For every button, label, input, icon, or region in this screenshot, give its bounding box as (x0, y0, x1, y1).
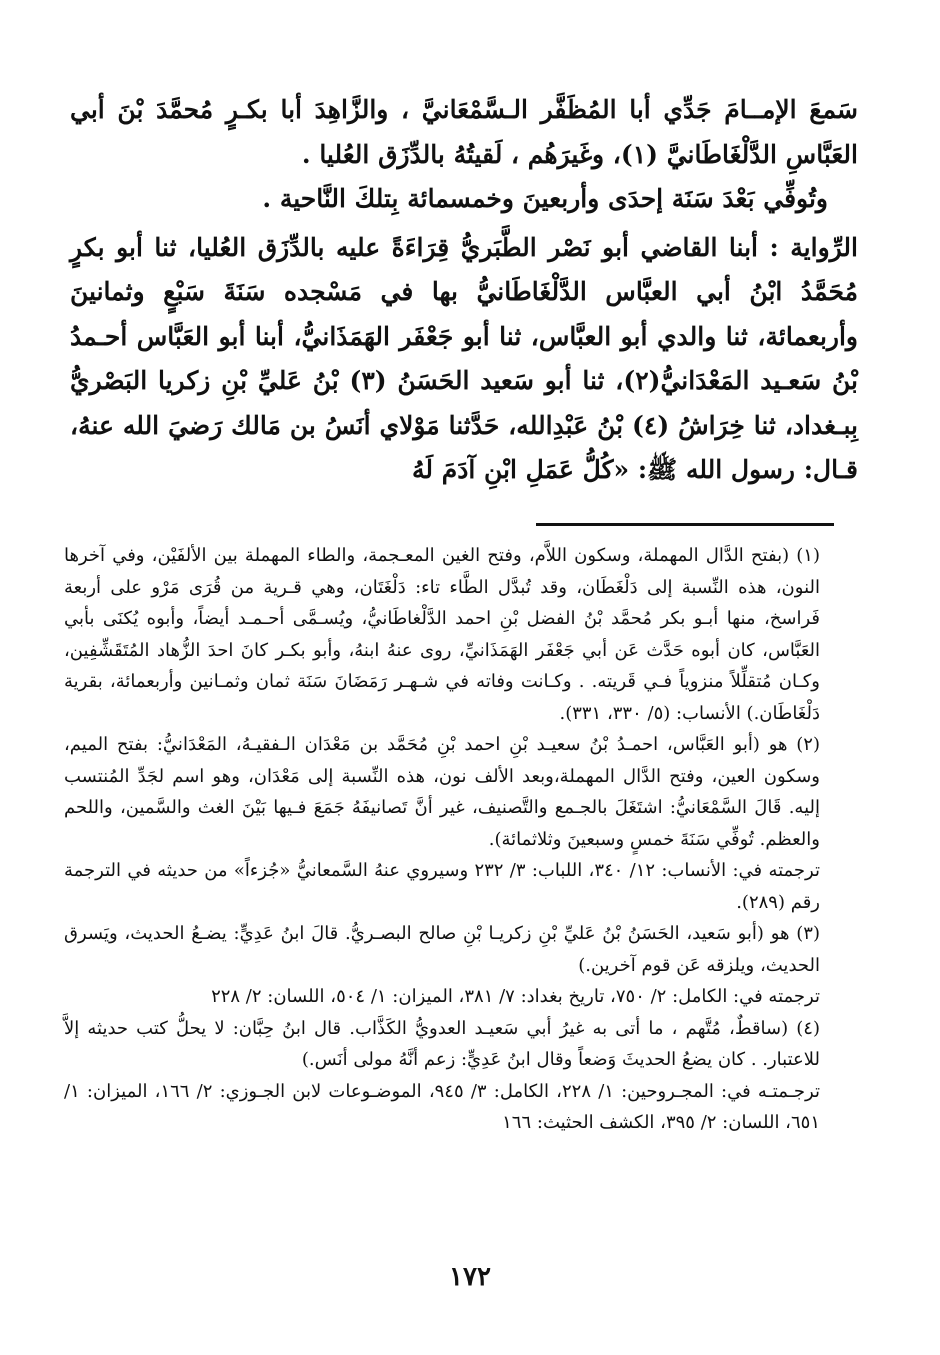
paragraph-2: وتُوفِّي بَعْدَ سَنَة إحدَى وأربعينَ وخمسمائة بِتلكَ النَّاحية . (262, 184, 828, 213)
footnote-1: (١) (بفتح الدَّال المهملة، وسكون اللاَّم، وفتح الغين المعـجمة، والطاء المهملة بين الألفَيْن، وفي آخرها النون، هذه النِّسبة إلى دَلْغَطَان، وقد تُبدَّل الطَّاء تاء: دَلْغَتَان، وهي قـرية من قُرَى مَرْو على أربعة فَراسخ، منها أبـو بكر مُحمَّد بْنُ الفضل بْنِ احمد الدَّلْغاطَانيُّ، ويُسـمَّى أحـمـد أيضاً، وأبوه يُكنَى بأبي العَبَّاس، كان أبوه حَدَّث عَن أبي جَعْفَر الهَمَذَانيِّ، روى عنهُ ابنهُ، وأبو بكـر كانَ احدَ الزُّهاد المُتَقَشِّفِين، وكـان مُتقلِّلاً منزوياً فـي قَريته. . وكـانت وفاته في شـهـر رَمَضَانَ سَنَة ثمان وثمـانين وأربعمائة، بقرية دَلْغَاطَان.) الأنساب: (٥/ ٣٣٠، ٣٣١). (64, 545, 821, 724)
paragraph-riwaya (70, 226, 858, 493)
footnotes (64, 540, 820, 1139)
footnote-3-sources: ترجمته في: الكامل: ٢/ ٧٥٠، تاريخ بغداد: ٧/ ٣٨١، الميزان: ١/ ٥٠٤، اللسان: ٢/ ٢٢٨ (211, 986, 820, 1007)
footnote-4-sources: ترجـمتـه في: المجـروحين: ١/ ٢٢٨، الكامل: ٣/ ٩٤٥، الموضـوعات لابن الجـوزي: ٢/ ١٦٦، الميزان: ١/ ٦٥١، اللسان: ٢/ ٣٩٥، الكشف الحثيث: ١٦٦ (64, 1080, 820, 1133)
footnote-2-sources: ترجمته في: الأنساب: ١٢/ ٣٤٠، اللباب: ٣/ ٢٣٢ وسيروي عنهُ السَّمعانيُّ «جُزءاً» من حديثه في الترجمة رقم (٢٨٩). (64, 860, 820, 913)
footnote-3: (٣) هو (أبو سَعيد، الحَسَنُ بْنُ عَليِّ بْنِ زكريـا بْنِ صالح البصـريُّ. قالَ ابنُ عَدِيٍّ: يضـعُ الحديث، ويَسرق الحديث، ويلزقه عَن قوم آخرين.) (64, 923, 820, 976)
riwaya-label: الرِّواية : (769, 232, 858, 262)
riwaya-text: أبنا القاضي أبو نَصْر الطَّبَريُّ قِرَاءَةً عليه بالدِّزَق العُليا، ثنا أبو بكرٍ مُحَمَّدُ ابْنُ أبي العبَّاس الدَّلْغَاطَانيُّ بها في مَسْجده سَنَةَ سَبْعٍ وثمانينَ وأربعمائة، ثنا والدي أبو العبَّاس، ثنا أبو جَعْفَر الهَمَذَانيُّ، أبنا أبو العَبَّاس أحـمدُ بْنُ سَعـيد المَعْدَانيُّ(٢)، ثنا أبو سَعيد الحَسَنُ (٣) بْنُ عَليِّ بْنِ زكريا البَصْريُّ بِبـغداد، ثنا خِرَاشُ (٤) بْنُ عَبْدِالله، حَدَّثنا مَوْلاي أنَسُ بن مَالك رَضيَ الله عنهُ، قـال: رسول الله ﷺ: «كُلُّ عَمَلِ ابْنِ آدَمَ لَهُ (70, 232, 859, 484)
main-text (70, 88, 858, 493)
footnote-separator (536, 523, 834, 526)
paragraph-1: سَمعَ الإمــامَ جَدِّي أبا المُظَفَّر الـسَّمْعَانيَّ ، والزَّاهِدَ أبا بكـرٍ مُحمَّدَ بْنَ أبي العَبَّاسِ الدَّلْغَاطَانيَّ (١)، وغَيرَهُم ، لَقيتُهُ بالدِّزَق العُليا . (70, 95, 858, 169)
page-number: ١٧٢ (449, 1262, 491, 1292)
footnote-2: (٢) هو (أبو العَبَّاس، احمـدُ بْنُ سعيـد بْنِ احمد بْنِ مُحَمَّد بن مَعْدَان الـفقيـهُ، المَعْدَانيُّ: بفتح الميم، وسكون العين، وفتح الدَّال المهملة،وبعد الألف نون، هذه النِّسبة إلى مَعْدَان، وهو اسم لجَدِّ المُنتسب إليه. قَالَ السَّمْعَانيُّ: اشتَغَلَ بالجـمع والتَّصنيف، غير أنَّ تَصانيفَهُ جَمَعَ فـيها بَيْنَ الغث والسَّمين، واللحم والعظم. تُوفِّي سَنَةَ خمسٍ وسبعينَ وثلاثمائة). (64, 734, 820, 850)
footnote-4: (٤) (ساقطٌ، مُتَّهم ، ما أتى به غيرُ أبي سَعيـد العدويُّ الكَذَّاب. قال ابنُ حِبَّان: لا يحلُّ كتب حديثه إلاَّ للاعتبار. . كان يضعُ الحديثَ وَضعاً وقال ابنُ عَدِيٍّ: زعم أنَّهُ مولى أنَس.) (64, 1017, 820, 1070)
